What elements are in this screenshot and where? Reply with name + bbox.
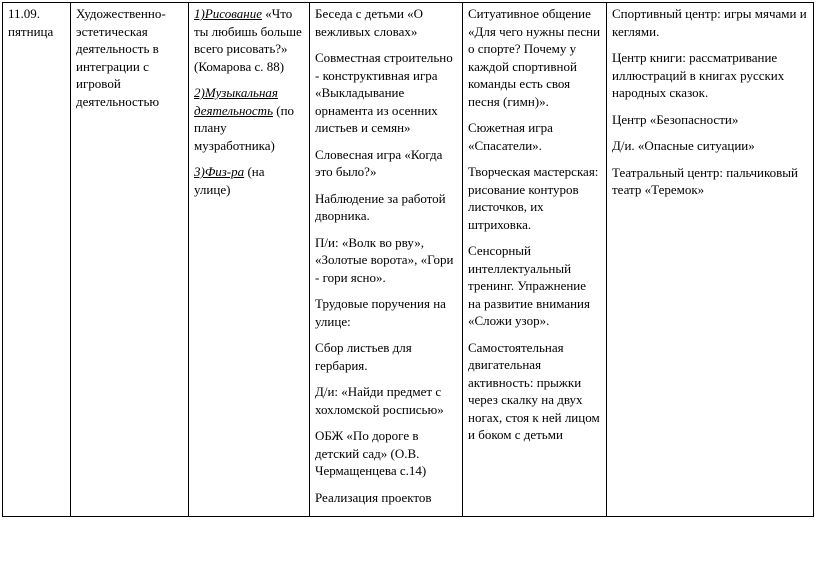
list-item: Д/и: «Найди предмет с хохломской росписью»: [315, 384, 444, 417]
environment-cell: [607, 3, 814, 517]
table-row: [3, 3, 814, 517]
list-item: Словесная игра «Когда это было?»: [315, 146, 443, 179]
list-item: Сбор листьев для гербария.: [315, 340, 412, 373]
class-title: 1)Рисование: [194, 6, 262, 21]
list-item: Наблюдение за работой дворника.: [315, 190, 446, 223]
area-text: Художественно-эстетическая деятельность в интеграции с игровой деятельностью: [76, 6, 166, 109]
list-item: Д/и. «Опасные ситуации»: [612, 138, 755, 153]
class-title: 3)Физ-ра: [194, 164, 245, 179]
day-text: пятница: [8, 23, 54, 39]
list-item: Центр книги: рассматривание иллюстраций в книгах русских народных сказок.: [612, 50, 785, 100]
class-desc: «Что ты любишь больше всего рисовать?» (Комарова с. 88): [194, 6, 302, 74]
list-item: Спортивный центр: игры мячами и кеглями.: [612, 6, 807, 39]
class-item: [194, 5, 304, 75]
class-item: [194, 163, 304, 198]
list-item: Беседа с детьми «О вежливых словах»: [315, 6, 424, 39]
list-item: Ситуативное общение «Для чего нужны песни о спорте? Почему у каждой спортивной команды есть своя песня (гимн)».: [468, 6, 601, 109]
list-item: Совместная строительно - конструктивная игра «Выкладывание орнамента из осенних листьев и семян»: [315, 50, 453, 135]
class-item: [194, 84, 304, 154]
date-cell: [3, 3, 71, 517]
classes-cell: [189, 3, 310, 517]
list-item: Самостоятельная двигательная активность: прыжки через скалку на двух ногах, стоя к ней лицом и боком с детьми: [468, 339, 600, 442]
individual-activities-cell: [463, 3, 607, 517]
group-activities-cell: [310, 3, 463, 517]
class-title: 2)Музыкальная деятельность: [194, 85, 278, 118]
class-desc: (на улице): [194, 164, 265, 197]
date-text: 11.09.: [8, 6, 41, 21]
list-item: Центр «Безопасности»: [612, 111, 739, 127]
list-item: Сюжетная игра «Спасатели».: [468, 120, 553, 153]
list-item: П/и: «Волк во рву», «Золотые ворота», «Гори - гори ясно».: [315, 234, 454, 285]
list-item: Реализация проектов: [315, 489, 432, 505]
list-item: Творческая мастерская: рисование контуров листочков, их штриховка.: [468, 164, 599, 232]
list-item: Сенсорный интеллектуальный тренинг. Упражнение на развитие внимания «Сложи узор».: [468, 243, 590, 328]
class-desc: (по плану музработника): [194, 102, 295, 153]
list-item: Трудовые поручения на улице:: [315, 296, 446, 329]
list-item: Театральный центр: пальчиковый театр «Теремок»: [612, 164, 798, 197]
list-item: ОБЖ «По дороге в детский сад» (О.В. Чермащенцева с.14): [315, 428, 427, 478]
area-cell: [71, 3, 189, 517]
plan-table: [2, 2, 814, 517]
